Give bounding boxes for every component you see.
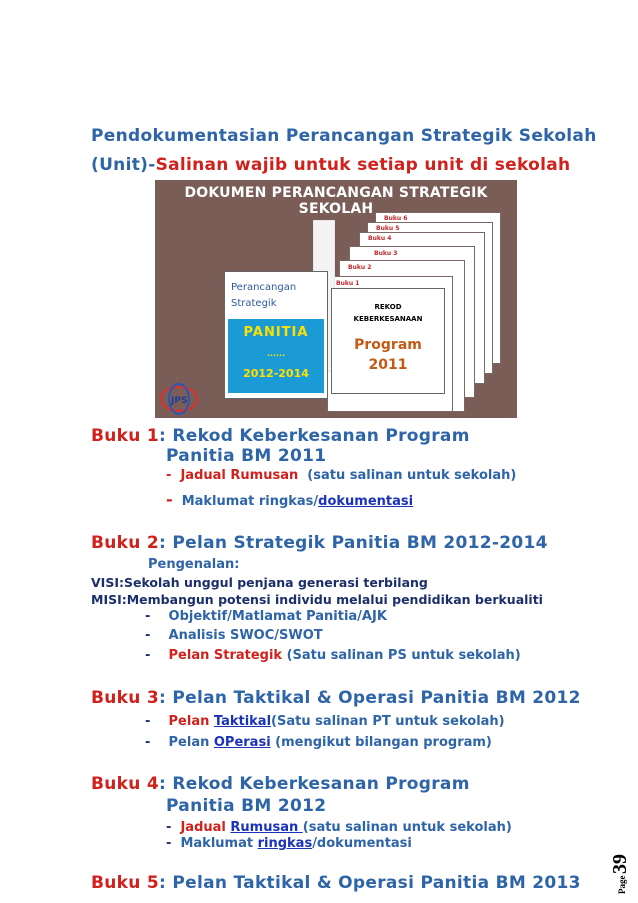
buku-2-item-1: - Objektif/Matlamat Panitia/AJK xyxy=(145,609,387,624)
sheet-buku-5: Buku 5 xyxy=(367,222,493,374)
buku-5-title: Buku 5: Pelan Taktikal & Operasi Panitia BM 2013 xyxy=(91,873,581,893)
sheet-buku-4: Buku 4 xyxy=(359,232,485,384)
sheet-buku-6: Buku 6 xyxy=(375,212,501,364)
svg-text:JPS: JPS xyxy=(171,396,188,406)
buku-1-item-2: - Maklumat ringkas/dokumentasi xyxy=(166,490,414,509)
buku-2-intro: Pengenalan: xyxy=(148,557,240,572)
ringkas-link[interactable]: ringkas xyxy=(257,836,313,851)
heading-unit-prefix: (Unit)- xyxy=(91,155,156,175)
rekod-keberkesanan-cover xyxy=(331,288,445,394)
buku-3-item-1: - Pelan Taktikal(Satu salinan PT untuk sekolah) xyxy=(145,714,505,729)
document-subheading xyxy=(91,155,570,175)
operasi-link[interactable]: OPerasi xyxy=(213,735,271,750)
cover-panitia: PANITIA xyxy=(243,325,309,340)
jps-logo-icon xyxy=(157,382,201,416)
perancangan-strategik-cover xyxy=(224,271,328,399)
rumusan-link[interactable]: Rumusan xyxy=(230,820,303,835)
page-number xyxy=(603,836,633,896)
buku-2-misi: MISI:Membangun potensi individu melalui pendidikan berkualiti xyxy=(91,592,543,607)
cover-blue-band xyxy=(228,319,324,393)
buku-1-item-1: - Jadual Rumusan (satu salinan untuk sekolah) xyxy=(166,468,517,483)
sheet-buku-3: Buku 3 xyxy=(349,246,475,398)
buku-3-item-2: - Pelan OPerasi (mengikut bilangan program) xyxy=(145,735,492,750)
svg-text:Page: Page xyxy=(617,875,627,894)
dokumentasi-link[interactable]: dokumentasi xyxy=(318,494,414,509)
buku-2-item-3: - Pelan Strategik (Satu salinan PS untuk sekolah) xyxy=(145,648,521,663)
cover-dots: ...... xyxy=(266,349,286,358)
heading-line1: Pendokumentasian Perancangan Strategik Sekolah xyxy=(91,126,597,146)
program-year: 2011 xyxy=(368,357,408,373)
buku-4-item-2: - Maklumat ringkas/dokumentasi xyxy=(166,836,412,851)
cover-title-line1: Perancangan xyxy=(231,282,297,293)
svg-text:39: 39 xyxy=(609,854,631,874)
strategic-documents-image xyxy=(155,180,517,418)
buku-4-title: Buku 4: Rekod Keberkesanan Program xyxy=(91,774,470,794)
buku-2-title: Buku 2: Pelan Strategik Panitia BM 2012-2014 xyxy=(91,533,548,553)
buku-1-title: Buku 1: Rekod Keberkesanan Program xyxy=(91,426,470,446)
heading-mandatory-note: Salinan wajib untuk setiap unit di sekolah xyxy=(155,155,571,175)
buku-1-subtitle: Panitia BM 2011 xyxy=(166,446,327,466)
buku-4-subtitle: Panitia BM 2012 xyxy=(166,796,327,816)
cover-title-line2: Strategik xyxy=(231,298,277,309)
sheet-buku-1: Buku 1 xyxy=(327,276,453,412)
image-banner: DOKUMEN PERANCANGAN STRATEGIK SEKOLAH xyxy=(184,185,488,217)
document-heading xyxy=(91,126,597,146)
buku-3-title: Buku 3: Pelan Taktikal & Operasi Panitia BM 2012 xyxy=(91,688,581,708)
buku-4-item-1: - Jadual Rumusan (satu salinan untuk sekolah) xyxy=(166,820,512,835)
rekod-line2: KEBERKESANAAN xyxy=(353,315,423,323)
program-label: Program xyxy=(354,337,422,353)
taktikal-link[interactable]: Taktikal xyxy=(213,714,272,729)
cover-years: 2012-2014 xyxy=(243,367,309,380)
sheet-buku-2: Buku 2 xyxy=(339,260,465,412)
buku-2-visi: VISI:Sekolah unggul penjana generasi terbilang xyxy=(91,575,428,590)
buku-2-item-2: - Analisis SWOC/SWOT xyxy=(145,628,323,643)
rekod-line1: REKOD xyxy=(374,303,402,311)
